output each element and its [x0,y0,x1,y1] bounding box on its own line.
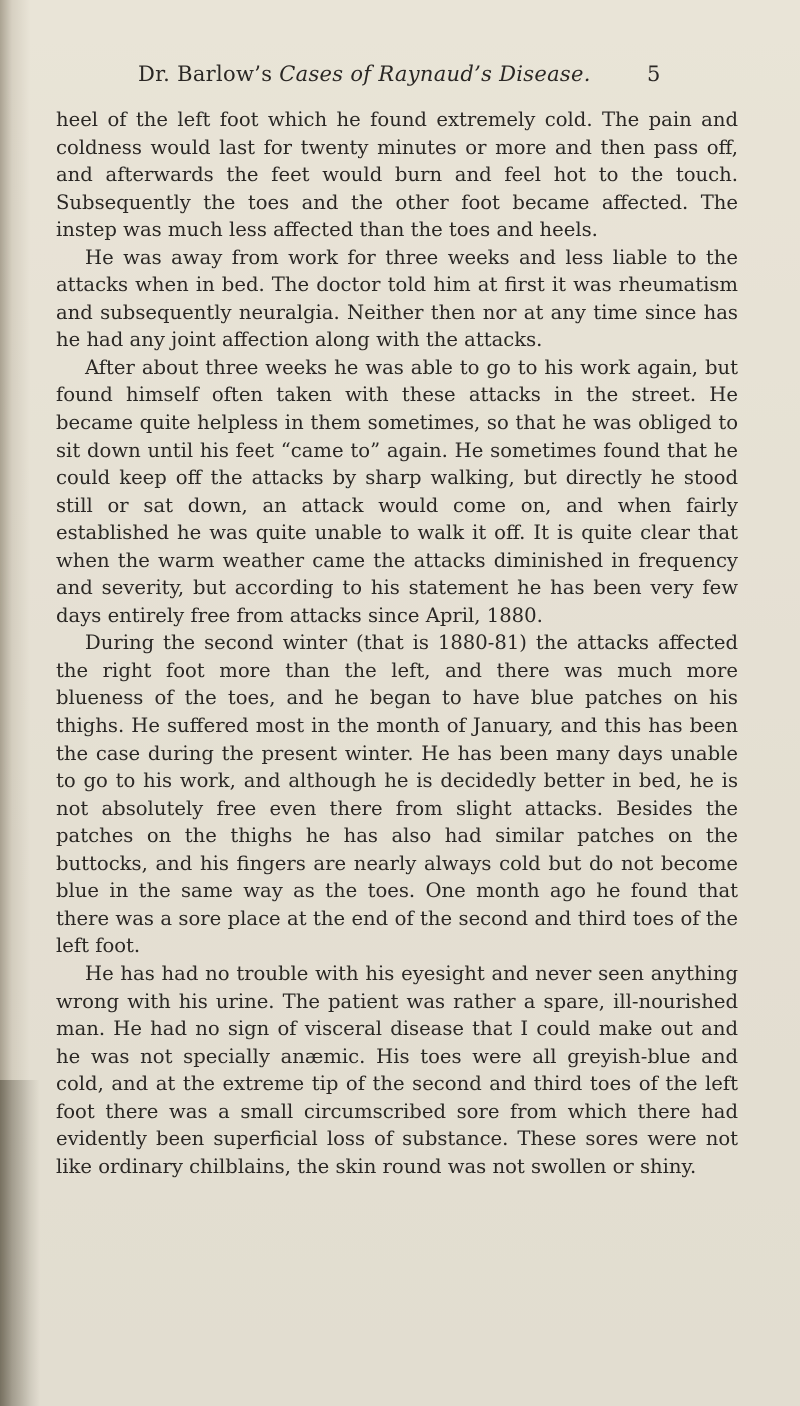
paragraph-3: After about three weeks he was able to go to his work again, but found himself often taken with these attacks in the street. He became quite helpless in them sometimes, so that he was obliged to sit down until his feet “came to” again. He sometimes found that he could keep off the attacks by sharp walking, but directly he stood still or sat down, an attack would come on, and when fairly established he was quite unable to walk it off. It is quite clear that when the warm weather came the attacks diminished in frequency and severity, but according to his statement he has been very few days entirely free from attacks since April, 1880. [56,355,738,627]
running-header [138,62,623,86]
paragraph-1: heel of the left foot which he found extremely cold. The pain and coldness would last for twenty minutes or more and then pass off, and afterwards the feet would burn and feel hot to the touch. Subsequently the toes and the other foot became affected. The instep was much less affected than the toes and heels. [56,108,738,242]
body-text [56,106,738,1180]
paragraph-5: He has had no trouble with his eyesight and never seen anything wrong with his urine. The patient was rather a spare, ill-nourished man. He had no sign of visceral disease that I could make out and he was not specially anæmic. His toes were all greyish-blue and cold, and at the extreme tip of the second and third toes of the left foot there was a small circumscribed sore from which there had evidently been superficial loss of substance. These sores were not like ordinary chilblains, the skin round was not swollen or shiny. [56,961,738,1178]
page-number: 5 [647,62,661,86]
paragraph-4: During the second winter (that is 1880-81) the attacks affected the right foot more than the left, and there was much more blueness of the toes, and he began to have blue patches on his thighs. He suffered most in the month of January, and this has been the case during the present winter. He has been many days unable to go to his work, and although he is decidedly better in bed, he is not absolutely free even there from slight attacks. Besides the patches on the thighs he has also had similar patches on the buttocks, and his fingers are nearly always cold but do not become blue in the same way as the toes. One month ago he found that there was a sore place at the end of the second and third toes of the left foot. [56,631,738,958]
page-edge-shadow [0,1080,40,1406]
header-title: Cases of Raynaud’s Disease. [279,62,591,86]
header-author: Dr. Barlow’s [138,62,273,86]
paragraph-2: He was away from work for three weeks and less liable to the attacks when in bed. The doctor told him at first it was rheumatism and subsequently neuralgia. Neither then nor at any time since has he had any joint affection along with the attacks. [56,245,738,352]
